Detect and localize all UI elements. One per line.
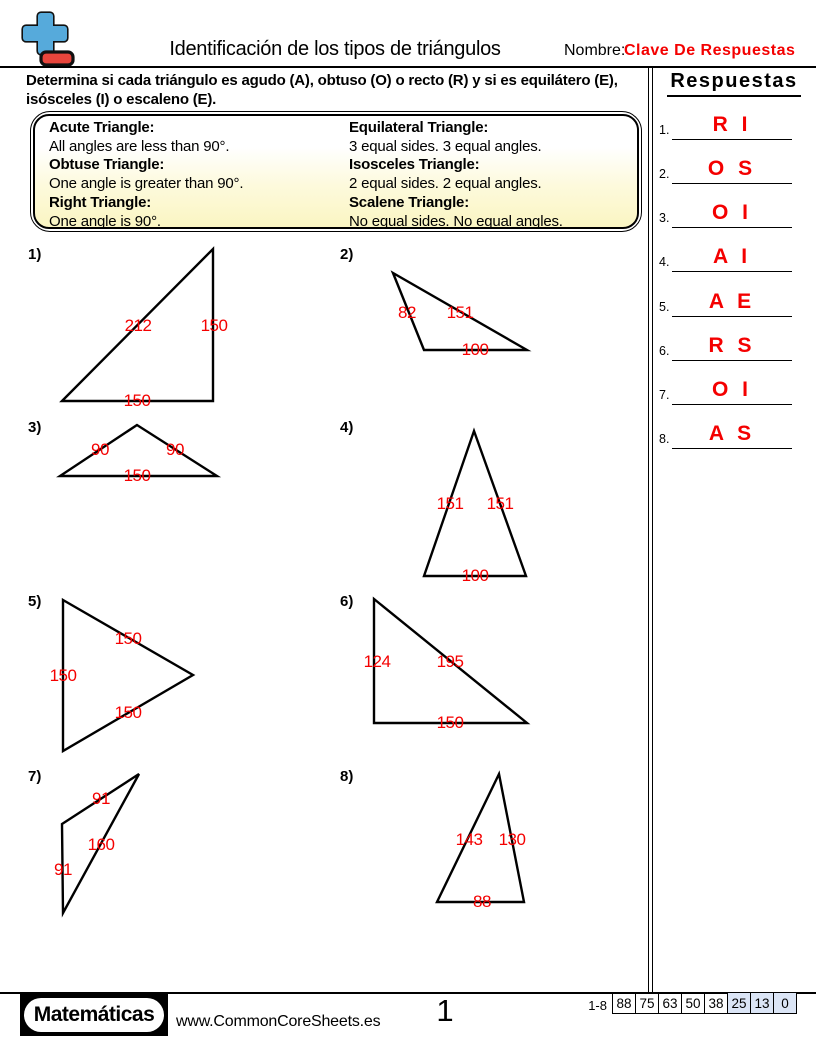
answer-number: 1. bbox=[659, 123, 670, 137]
brand-name: Matemáticas bbox=[24, 998, 164, 1032]
answer-number: 2. bbox=[659, 167, 670, 181]
triangle-figure bbox=[340, 766, 552, 938]
definitions-right-column bbox=[349, 119, 637, 231]
side-label: 124 bbox=[363, 652, 391, 671]
answer-item-7 bbox=[655, 367, 813, 405]
problem-8 bbox=[340, 766, 552, 941]
side-label: 160 bbox=[87, 835, 115, 854]
answer-item-3 bbox=[655, 190, 813, 228]
answer-blank-line bbox=[672, 316, 792, 317]
answer-value: A I bbox=[712, 245, 752, 268]
side-label: 151 bbox=[486, 494, 514, 513]
answer-value: A E bbox=[708, 290, 756, 313]
problem-number: 8) bbox=[340, 768, 354, 785]
answer-blank-line bbox=[672, 227, 792, 228]
score-cell: 38 bbox=[705, 993, 728, 1014]
side-label: 212 bbox=[124, 316, 152, 335]
problem-6 bbox=[340, 591, 552, 766]
answers-title bbox=[658, 70, 810, 97]
problem-number: 5) bbox=[28, 593, 42, 610]
answer-value: A S bbox=[708, 422, 756, 445]
instructions-text: Determina si cada triángulo es agudo (A), obtuso (O) o recto (R) y si es equilátero (E), isósceles (I) o escaleno (E). bbox=[26, 72, 618, 108]
definition-term: Obtuse Triangle: bbox=[49, 156, 165, 174]
problem-number: 2) bbox=[340, 246, 354, 263]
answer-value: O I bbox=[711, 378, 752, 401]
answer-number: 7. bbox=[659, 388, 670, 402]
side-label: 150 bbox=[114, 629, 142, 648]
triangle-figure bbox=[28, 766, 240, 938]
problem-number: 1) bbox=[28, 246, 42, 263]
definition-desc: 2 equal sides. 2 equal angles. bbox=[349, 175, 542, 193]
score-table bbox=[612, 992, 797, 1014]
side-label: 100 bbox=[461, 340, 489, 359]
header-rule bbox=[0, 66, 816, 68]
side-label: 100 bbox=[461, 566, 489, 585]
answer-value: O S bbox=[707, 157, 757, 180]
problem-7 bbox=[28, 766, 240, 941]
sidebar-divider bbox=[648, 67, 653, 992]
definition-term: Scalene Triangle: bbox=[349, 193, 469, 211]
answer-number: 5. bbox=[659, 300, 670, 314]
side-label: 82 bbox=[398, 303, 416, 322]
problem-number: 6) bbox=[340, 593, 354, 610]
problem-1 bbox=[28, 244, 240, 419]
brand-logo bbox=[20, 994, 168, 1036]
definition-desc: One angle is 90°. bbox=[49, 212, 161, 230]
side-label: 150 bbox=[200, 316, 228, 335]
answer-blank-line bbox=[672, 448, 792, 449]
side-label: 90 bbox=[91, 440, 109, 459]
answer-item-6 bbox=[655, 323, 813, 361]
answer-item-5 bbox=[655, 279, 813, 317]
definition-desc: One angle is greater than 90°. bbox=[49, 175, 244, 193]
definitions-box bbox=[30, 111, 642, 232]
problem-number: 7) bbox=[28, 768, 42, 785]
answer-number: 6. bbox=[659, 344, 670, 358]
definitions-box-inner bbox=[33, 114, 639, 229]
side-label: 143 bbox=[455, 830, 483, 849]
side-label: 91 bbox=[54, 860, 72, 879]
side-label: 195 bbox=[436, 652, 464, 671]
answer-number: 4. bbox=[659, 255, 670, 269]
answer-value: O I bbox=[711, 201, 752, 224]
name-value: Clave De Respuestas bbox=[624, 42, 796, 59]
page-number: 1 bbox=[436, 993, 454, 1028]
problem-number: 3) bbox=[28, 419, 42, 436]
problem-2 bbox=[340, 244, 552, 419]
score-cell: 0 bbox=[774, 993, 797, 1014]
problem-4 bbox=[340, 417, 552, 592]
answer-item-2 bbox=[655, 146, 813, 184]
side-label: 151 bbox=[446, 303, 474, 322]
answer-item-1 bbox=[655, 102, 813, 140]
side-label: 130 bbox=[498, 830, 526, 849]
score-range-label: 1-8 bbox=[588, 998, 607, 1013]
side-label: 150 bbox=[49, 666, 77, 685]
definition-desc: All angles are less than 90°. bbox=[49, 137, 230, 155]
definition-term: Equilateral Triangle: bbox=[349, 119, 489, 136]
side-label: 151 bbox=[436, 494, 464, 513]
problem-number: 4) bbox=[340, 419, 354, 436]
plus-minus-logo-icon bbox=[20, 11, 76, 67]
definition-desc: 3 equal sides. 3 equal angles. bbox=[349, 137, 542, 155]
triangle-figure bbox=[28, 417, 240, 589]
score-cell: 13 bbox=[751, 993, 774, 1014]
answer-blank-line bbox=[672, 183, 792, 184]
page-title: Identificación de los tipos de triángulos bbox=[169, 38, 501, 60]
answer-number: 3. bbox=[659, 211, 670, 225]
definition-term: Acute Triangle: bbox=[49, 119, 155, 136]
name-label: Nombre: bbox=[564, 42, 626, 59]
score-cell: 25 bbox=[728, 993, 751, 1014]
answers-title-text: Respuestas bbox=[667, 70, 800, 97]
definitions-left-column bbox=[49, 119, 349, 231]
definition-term: Right Triangle: bbox=[49, 193, 152, 211]
side-label: 150 bbox=[436, 713, 464, 732]
score-cell: 50 bbox=[682, 993, 705, 1014]
side-label: 90 bbox=[166, 440, 184, 459]
answer-blank-line bbox=[672, 360, 792, 361]
side-label: 150 bbox=[114, 703, 142, 722]
definition-term: Isosceles Triangle: bbox=[349, 156, 480, 174]
side-label: 88 bbox=[473, 892, 491, 911]
answer-item-8 bbox=[655, 411, 813, 449]
problem-3 bbox=[28, 417, 240, 592]
score-cell: 75 bbox=[636, 993, 659, 1014]
side-label: 150 bbox=[123, 466, 151, 485]
answer-item-4 bbox=[655, 234, 813, 272]
answer-blank-line bbox=[672, 271, 792, 272]
answer-value: R S bbox=[708, 334, 756, 357]
answer-blank-line bbox=[672, 139, 792, 140]
problem-5 bbox=[28, 591, 240, 766]
answer-value: R I bbox=[712, 113, 752, 136]
site-url: www.CommonCoreSheets.es bbox=[176, 1013, 381, 1030]
score-cell: 88 bbox=[613, 993, 636, 1014]
side-label: 150 bbox=[123, 391, 151, 410]
score-cell: 63 bbox=[659, 993, 682, 1014]
score-row bbox=[613, 993, 797, 1014]
definition-desc: No equal sides. No equal angles. bbox=[349, 212, 563, 230]
triangle-figure bbox=[340, 591, 552, 763]
answer-number: 8. bbox=[659, 432, 670, 446]
side-label: 91 bbox=[92, 789, 110, 808]
answer-blank-line bbox=[672, 404, 792, 405]
triangle-figure bbox=[340, 244, 552, 416]
